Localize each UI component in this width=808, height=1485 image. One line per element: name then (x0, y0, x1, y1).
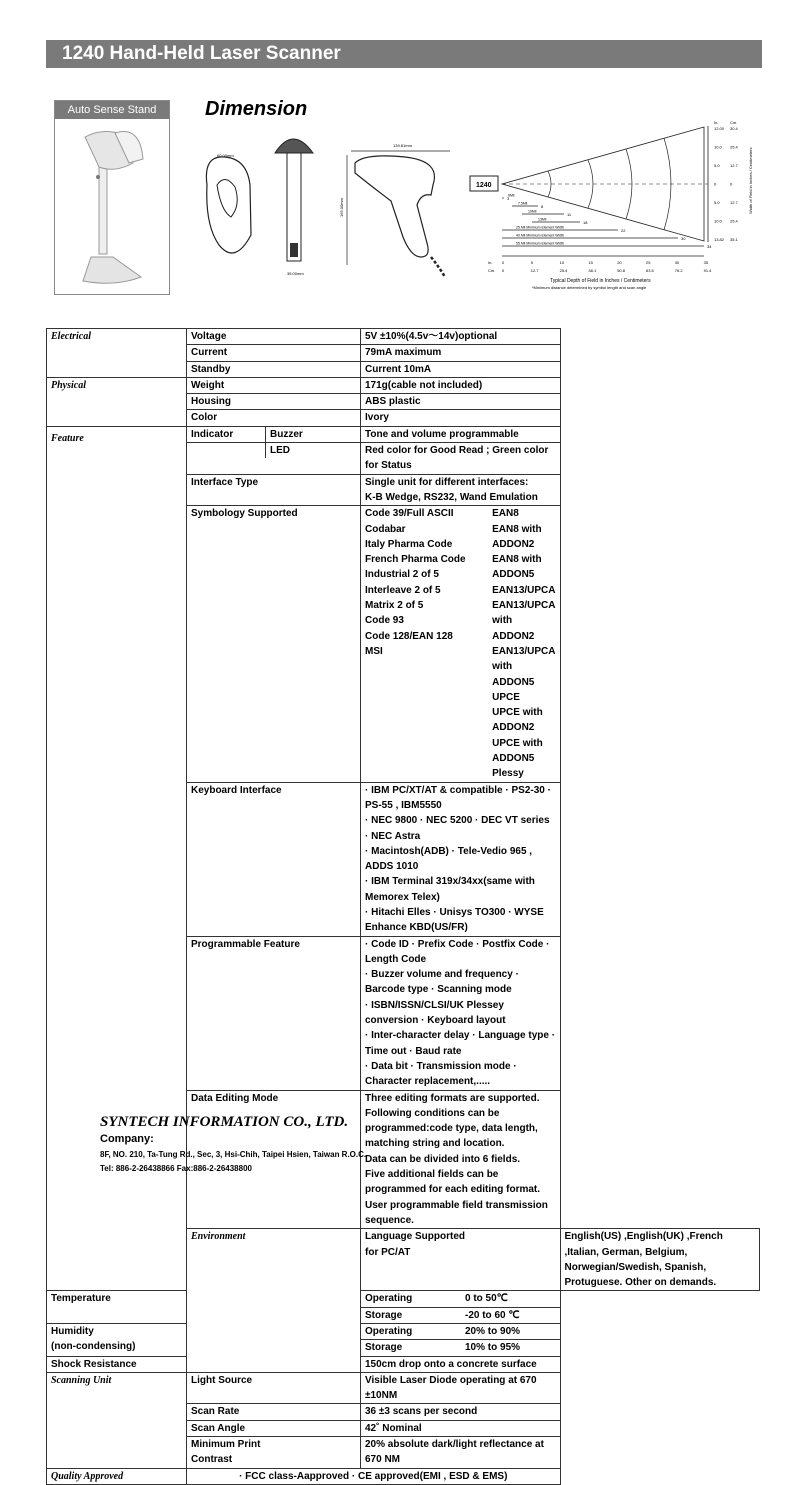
symbology-item: Code 39/Full ASCII (365, 508, 454, 520)
spec-label: Data Editing Mode (187, 1090, 361, 1229)
fov-axis-x-cm-tick: 38.1 (588, 268, 597, 273)
fov-range-marker: 8 (541, 204, 544, 209)
symbology-item: Code 93 (365, 615, 404, 627)
fov-range-label: 40 Mil Minimum Element Width (516, 233, 565, 238)
language-label-line: Language Supported (365, 1231, 465, 1243)
programmable-item: · ISBN/ISSN/CLSI/UK Plessey conversion · Keyboard layout (365, 999, 506, 1027)
spec-label: Temperature (47, 1291, 187, 1324)
length-label: 139.81mm (393, 143, 412, 148)
fov-axis-cm-tick: 30.4 (730, 126, 738, 131)
fov-axis-x-in-tick: In. (488, 260, 493, 265)
quality-value: · FCC class-Aapproved · CE approved(EMI , ESD & EMS) (187, 1468, 561, 1484)
programmable-item: · Inter-character delay · Language type · Time out · Baud rate (365, 1030, 556, 1057)
temperature-value (361, 1291, 561, 1324)
width-label: 60.00mm (217, 153, 234, 158)
symbology-item: UPCE with ADDON2 (492, 707, 543, 734)
fov-axis-x-cm-tick: 12.7 (530, 268, 539, 273)
fov-axis-x-cm-tick: 50.8 (617, 268, 625, 273)
fov-range-label: 10Mil (528, 209, 537, 214)
fov-axis-x-cm-tick: Cm. (488, 268, 496, 273)
company-name: SYNTECH INFORMATION CO., LTD. (100, 1114, 349, 1130)
editing-value (361, 1090, 561, 1229)
spec-label: Interface Type (187, 474, 361, 506)
symbology-item: Matrix 2 of 5 (365, 600, 424, 612)
fov-axis-in-tick: 12.00 (714, 126, 725, 131)
spec-value: 171g(cable not included) (361, 377, 561, 393)
spec-value: 5V ±10%(4.5v～14v)optional (361, 329, 561, 345)
fov-axis-cm-header: Cm. (730, 120, 738, 125)
dimension-title: Dimension (205, 98, 308, 120)
hum-operating-value: 20% to 90% (465, 1326, 521, 1337)
spec-label: Light Source (187, 1372, 361, 1404)
interface-value (361, 474, 561, 506)
indicator-cell (187, 426, 361, 442)
fov-axis-x-in-tick: 30 (674, 260, 680, 265)
spec-label: Shock Resistance (47, 1356, 187, 1372)
spec-label: Scan Rate (187, 1404, 361, 1420)
spec-value: 20% absolute dark/light reflectance at 670 NM (361, 1437, 561, 1469)
fov-axis-cm-tick: 0 (730, 181, 733, 187)
temp-operating-label: Operating (365, 1293, 413, 1305)
fov-model-label: 1240 (476, 182, 492, 189)
keyboard-item: · IBM Terminal 319x/34xx(same with Memorex Telex) (365, 876, 535, 903)
symbology-item: EAN13/UPCA with ADDON2 (492, 600, 556, 642)
editing-item: Three editing formats are supported. (365, 1092, 540, 1104)
humidity-label-line: (non-condensing) (51, 1341, 136, 1353)
fov-axis-in-tick: 5.0 (714, 200, 720, 205)
keyboard-item: · Macintosh(ADB) · Tele-Vedio 965 , ADDS 1010 (365, 845, 533, 873)
dimension-drawings (195, 125, 455, 280)
hum-operating-label: Operating (365, 1326, 413, 1337)
fov-range-marker: 22 (621, 228, 626, 233)
company-label: Company: (100, 1133, 154, 1145)
temp-operating-value: 0 to 50℃ (465, 1293, 508, 1305)
spec-label: Color (187, 410, 361, 426)
fov-axis-cm-tick: 25.4 (730, 144, 738, 150)
symbology-item: UPCE with ADDON5 (492, 737, 543, 765)
spec-value: Ivory (361, 410, 561, 426)
fov-caption: Typical Depth of Field in Inches / Centimeters (550, 278, 651, 284)
humidity-label-line: Humidity (51, 1326, 94, 1337)
symbology-item: French Pharma Code (365, 554, 466, 566)
symbology-item: EAN13/UPCA (492, 584, 556, 596)
symbology-item: Italy Pharma Code (365, 538, 453, 550)
led-cell (187, 443, 361, 475)
fov-range-marker: 11 (567, 212, 572, 217)
fov-axis-x-cm-tick: 76.2 (674, 268, 683, 273)
led-label: LED (265, 443, 360, 458)
category-electrical: Electrical (47, 329, 187, 378)
spec-label: Scan Angle (187, 1420, 361, 1436)
fov-axis-x-in-tick: 15 (588, 260, 593, 265)
language-label-line: for PC/AT (365, 1246, 411, 1258)
spec-label: Voltage (187, 329, 361, 345)
language-value (560, 1229, 760, 1291)
spec-label: Housing (187, 394, 361, 410)
fov-range-label: 55 Mil Minimum Element Width (516, 241, 565, 246)
height-label: 165.00mm (339, 198, 344, 217)
page-title: 1240 Hand-Held Laser Scanner (46, 40, 762, 68)
spec-label: Programmable Feature (187, 936, 361, 1090)
fov-axis-x-cm-tick: 91.4 (703, 268, 712, 273)
spec-value: 42˚ Nominal (361, 1420, 561, 1436)
fov-axis-in-tick: 5.0 (714, 163, 720, 168)
fov-axis-cm-tick: 12.7 (730, 163, 738, 168)
hum-storage-value: 10% to 95% (465, 1342, 521, 1354)
category-scanning-unit: Scanning Unit (47, 1372, 187, 1468)
spec-value: Visible Laser Diode operating at 670 ±10NM (361, 1372, 561, 1404)
editing-item: User programmable field transmission sequence. (365, 1199, 548, 1226)
interface-line: Single unit for different interfaces: (365, 476, 529, 488)
fov-axis-in-tick: 0 (714, 181, 717, 187)
category-environment: Environment (187, 1229, 361, 1373)
programmable-item: · Data bit · Transmission mode · Character replacement,..... (365, 1060, 517, 1088)
base-label: 35.00mm (287, 271, 304, 276)
fov-range-marker: 34 (707, 244, 712, 249)
fov-axis-in-tick: 10.0 (714, 144, 722, 150)
buzzer-label: Buzzer (265, 427, 360, 442)
fov-axis-cm-tick: 25.4 (730, 218, 738, 224)
language-line: English(US) ,English(UK) ,French ,Italian, German, Belgium, (564, 1231, 723, 1258)
symbology-value (361, 506, 561, 782)
fov-axis-cm-tick: 12.7 (730, 200, 738, 205)
symbology-item: Code 128/EAN 128 (365, 630, 453, 642)
programmable-value (361, 936, 561, 1090)
temp-storage-label: Storage (365, 1309, 403, 1321)
category-feature: Feature (47, 426, 187, 1291)
temp-storage-value: -20 to 60 ℃ (465, 1309, 520, 1321)
spec-value: Tone and volume programmable (361, 426, 561, 442)
category-physical: Physical (47, 377, 187, 426)
fov-axis-x-in-tick: 25 (646, 260, 651, 265)
humidity-label (47, 1324, 187, 1357)
symbology-item: EAN8 with ADDON2 (492, 523, 542, 550)
fov-axis-x-cm-tick: 25.4 (559, 268, 568, 273)
spec-label: Keyboard Interface (187, 782, 361, 936)
spec-value: ABS plastic (361, 394, 561, 410)
fov-side-label: Width of Field in Inches / Centimeters (748, 147, 753, 214)
spec-label: Symbology Supported (187, 506, 361, 782)
fov-axis-x-cm-tick: 0 (502, 268, 505, 273)
keyboard-item: · IBM PC/XT/AT & compatible · PS2-30 · PS-55 , IBM5550 (365, 784, 551, 811)
fov-footnote: *Minimum distance determined by symbol length and scan angle (532, 285, 647, 290)
fov-axis-in-tick: 13.82 (714, 237, 725, 242)
fov-axis-in-tick: 10.0 (714, 218, 722, 224)
fov-range-label: 25 Mil Minimum Element Width (516, 225, 565, 230)
symbology-item: Codabar (365, 523, 406, 535)
fov-axis-x-in-tick: 20 (617, 260, 622, 265)
specification-table (46, 328, 760, 1485)
keyboard-item: · NEC 9800 · NEC 5200 · DEC VT series · NEC Astra (365, 815, 550, 842)
fov-axis-x-in-tick: 10 (559, 260, 565, 265)
min-print-label (187, 1437, 361, 1469)
symbology-item: EAN8 (492, 508, 519, 520)
indicator-label: Indicator (191, 428, 234, 440)
spec-label: Weight (187, 377, 361, 393)
spec-label: Current (187, 345, 361, 361)
programmable-item: · Buzzer volume and frequency · Barcode type · Scanning mode (365, 969, 519, 996)
keyboard-item: · Hitachi Elles · Unisys TO300 · WYSE Enhance KBD(US/FR) (365, 906, 544, 934)
programmable-item: · Code ID · Prefix Code · Postfix Code · Length Code (365, 938, 550, 965)
editing-item: Following conditions can be programmed:code type, data length, (365, 1107, 538, 1135)
fov-range-label: 6Mil (508, 193, 515, 198)
symbology-item: EAN8 with ADDON5 (492, 554, 542, 581)
company-phone: Tel: 886-2-26438866 Fax:886-2-26438800 (100, 1164, 252, 1173)
company-footer (100, 1114, 366, 1173)
fov-range-label: 7.5Mil (518, 201, 528, 206)
spec-value: 79mA maximum (361, 345, 561, 361)
spec-value: 150cm drop onto a concrete surface (361, 1356, 561, 1372)
fov-axis-in-header: In. (714, 120, 719, 125)
fov-axis-x-cm-tick: 63.5 (646, 268, 654, 273)
symbology-item: EAN13/UPCA with ADDON5 (492, 645, 556, 688)
min-print-label-line: Contrast (191, 1454, 233, 1466)
fov-axis-x-in-tick: 0 (502, 260, 505, 265)
symbology-item: Interleave 2 of 5 (365, 584, 441, 596)
stand-illustration (55, 119, 169, 294)
symbology-item: Industrial 2 of 5 (365, 569, 439, 581)
company-address: 8F, NO. 210, Ta-Tung Rd., Sec, 3, Hsi-Chih, Taipei Hsien, Taiwan R.O.C. (100, 1150, 367, 1159)
language-line: Norwegian/Swedish, Spanish, Protuguese. Other on demands. (564, 1261, 717, 1289)
field-of-view-chart (468, 118, 758, 294)
fov-axis-x-in-tick: 5 (530, 260, 534, 265)
spec-value: 36 ±3 scans per second (361, 1404, 561, 1420)
spec-label: Standby (187, 361, 361, 377)
fov-range-marker: 3 (507, 196, 510, 201)
symbology-item: Plessy (492, 768, 524, 780)
category-quality-approved: Quality Approved (47, 1468, 187, 1484)
spec-value: Current 10mA (361, 361, 561, 377)
fov-range-marker: 18 (583, 220, 588, 225)
symbology-item: MSI (365, 645, 383, 657)
humidity-value (361, 1324, 561, 1357)
fov-range-marker: 30 (681, 236, 686, 241)
symbology-item: UPCE (492, 691, 520, 703)
editing-item: matching string and location. (365, 1138, 505, 1150)
min-print-label-line: Minimum Print (191, 1439, 261, 1451)
hum-storage-label: Storage (365, 1342, 403, 1354)
editing-item: Five additional fields can be programmed for each editing format. (365, 1169, 541, 1196)
stand-label: Auto Sense Stand (55, 101, 169, 119)
symbology-right-list (492, 506, 555, 781)
language-label (361, 1229, 561, 1291)
symbology-left-list (365, 506, 492, 781)
keyboard-value (361, 782, 561, 936)
interface-line: K-B Wedge, RS232, Wand Emulation (365, 491, 538, 503)
fov-axis-x-in-tick: 35 (703, 260, 709, 265)
fov-axis-cm-tick: 35.1 (730, 237, 738, 242)
spec-value: Red color for Good Read ; Green color for Status (361, 443, 561, 475)
editing-item: Data can be divided into 6 fields. (365, 1153, 521, 1165)
auto-sense-stand-panel (54, 100, 170, 295)
fov-range-label: 13Mil (538, 217, 547, 222)
